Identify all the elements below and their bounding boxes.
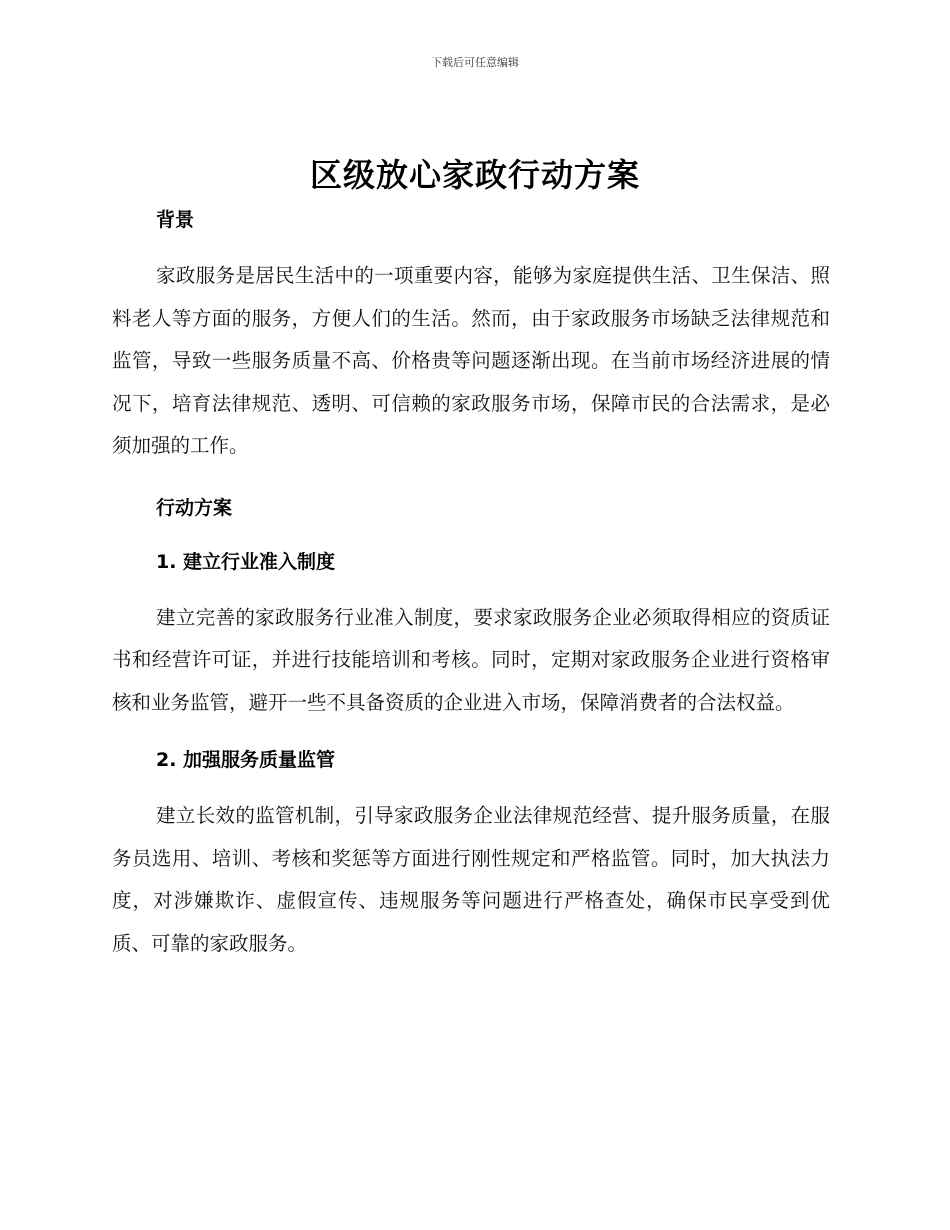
document-body (112, 202, 830, 965)
section-heading-background: 背景 (156, 209, 195, 231)
section-heading-action-plan: 行动方案 (156, 496, 233, 519)
section-heading-industry-access: 1. 建立行业准入制度 (156, 550, 336, 573)
section-paragraph-quality-supervision: 建立长效的监管机制，引导家政服务企业法律规范经营、提升服务质量，在服务员选用、培训、考核和奖惩等方面进行刚性规定和严格监管。同时，加大执法力度，对涉嫌欺诈、虚假宣传、违规服务等问题进行严格查处，确保市民享受到优质、可靠的家政服务。 (112, 804, 830, 955)
section-paragraph-background: 家政服务是居民生活中的一项重要内容，能够为家庭提供生活、卫生保洁、照料老人等方面的服务，方便人们的生活。然而，由于家政服务市场缺乏法律规范和监管，导致一些服务质量不高、价格贵等问题逐渐出现。在当前市场经济进展的情况下，培育法律规范、透明、可信赖的家政服务市场，保障市民的合法需求，是必须加强的工作。 (112, 264, 830, 457)
page-header-note: 下载后可任意编辑 (431, 56, 519, 69)
section-heading-quality-supervision: 2. 加强服务质量监管 (156, 749, 336, 771)
section-paragraph-industry-access: 建立完善的家政服务行业准入制度，要求家政服务企业必须取得相应的资质证书和经营许可证，并进行技能培训和考核。同时，定期对家政服务企业进行资格审核和业务监管，避开一些不具备资质的企业进入市场，保障消费者的合法权益。 (112, 605, 830, 714)
document-title: 区级放心家政行动方案 (309, 156, 640, 194)
